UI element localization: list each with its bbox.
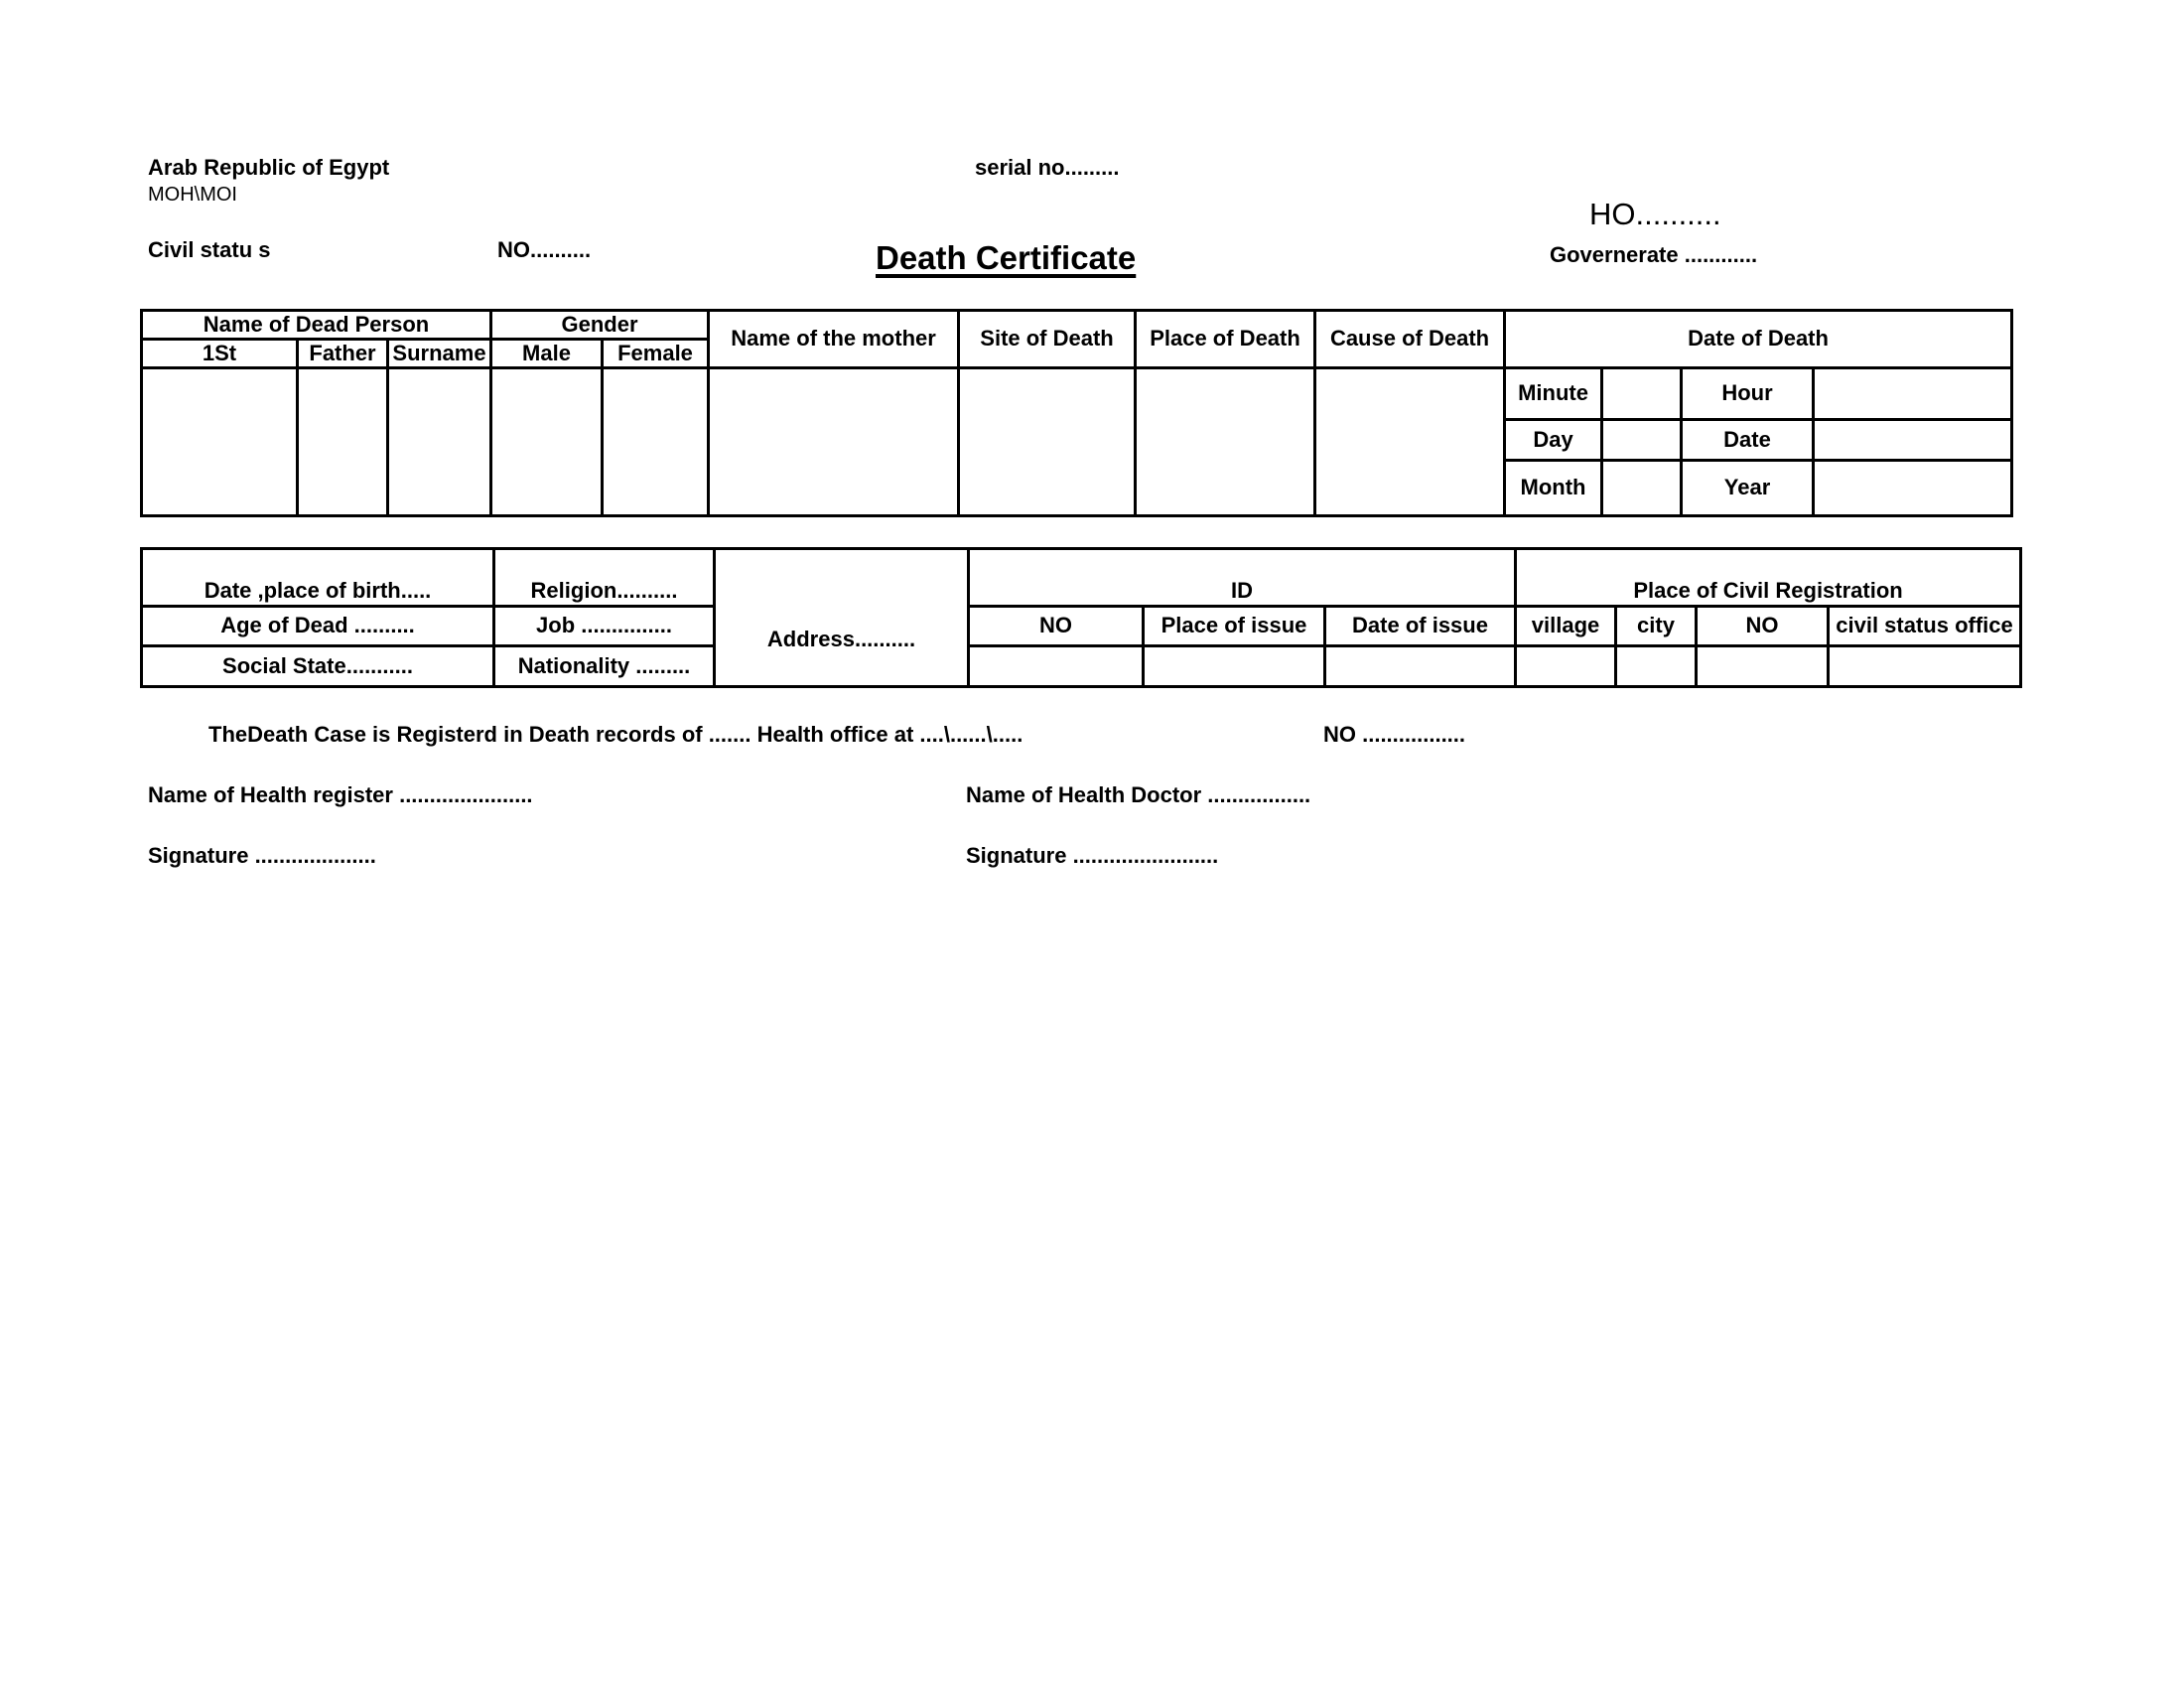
- village-cell[interactable]: [1516, 646, 1616, 687]
- id-no-cell[interactable]: [969, 646, 1144, 687]
- registration-no-header: NO: [1697, 607, 1829, 646]
- month-cell[interactable]: [1602, 461, 1682, 516]
- day-cell[interactable]: [1602, 420, 1682, 461]
- male-header: Male: [491, 340, 603, 368]
- village-header: village: [1516, 607, 1616, 646]
- first-name-cell[interactable]: [142, 368, 298, 516]
- job-field: Job ...............: [494, 607, 715, 646]
- father-name-header: Father: [298, 340, 388, 368]
- date-cell[interactable]: [1814, 420, 2012, 461]
- civil-status-label: Civil statu s: [148, 237, 271, 262]
- personal-details-table: [140, 547, 2022, 688]
- civil-registration-header: Place of Civil Registration: [1516, 549, 2021, 607]
- hour-label: Hour: [1682, 368, 1814, 420]
- year-cell[interactable]: [1814, 461, 2012, 516]
- gender-header: Gender: [491, 311, 709, 340]
- site-of-death-cell[interactable]: [959, 368, 1136, 516]
- place-of-death-cell[interactable]: [1136, 368, 1315, 516]
- age-field: Age of Dead ..........: [142, 607, 494, 646]
- father-name-cell[interactable]: [298, 368, 388, 516]
- registration-statement: TheDeath Case is Registerd in Death records of ....... Health office at ....\......\.....: [208, 722, 1024, 747]
- date-of-issue-cell[interactable]: [1325, 646, 1516, 687]
- cause-of-death-cell[interactable]: [1315, 368, 1505, 516]
- female-cell[interactable]: [603, 368, 709, 516]
- governorate-field: Governerate ............: [1550, 242, 1758, 267]
- date-label: Date: [1682, 420, 1814, 461]
- doctor-signature: Signature ........................: [966, 843, 1219, 868]
- month-label: Month: [1505, 461, 1602, 516]
- social-state-field: Social State...........: [142, 646, 494, 687]
- male-cell[interactable]: [491, 368, 603, 516]
- mother-name-header: Name of the mother: [709, 311, 959, 368]
- id-header: ID: [969, 549, 1516, 607]
- civil-status-office-header: civil status office: [1829, 607, 2021, 646]
- hour-cell[interactable]: [1814, 368, 2012, 420]
- place-of-issue-cell[interactable]: [1144, 646, 1325, 687]
- health-register-name: Name of Health register ......................: [148, 782, 533, 807]
- country-name: Arab Republic of Egypt: [148, 155, 390, 180]
- minute-cell[interactable]: [1602, 368, 1682, 420]
- birth-field: Date ,place of birth.....: [142, 549, 494, 607]
- registration-no-field: NO .................: [1323, 722, 1466, 747]
- nationality-field: Nationality .........: [494, 646, 715, 687]
- register-signature: Signature ....................: [148, 843, 376, 868]
- city-header: city: [1616, 607, 1697, 646]
- site-of-death-header: Site of Death: [959, 311, 1136, 368]
- name-of-dead-person-header: Name of Dead Person: [142, 311, 491, 340]
- death-details-table: [140, 309, 2013, 517]
- year-label: Year: [1682, 461, 1814, 516]
- date-of-death-header: Date of Death: [1505, 311, 2012, 368]
- female-header: Female: [603, 340, 709, 368]
- id-no-header: NO: [969, 607, 1144, 646]
- cause-of-death-header: Cause of Death: [1315, 311, 1505, 368]
- place-of-death-header: Place of Death: [1136, 311, 1315, 368]
- header-no-field: NO..........: [497, 237, 592, 262]
- health-doctor-name: Name of Health Doctor .................: [966, 782, 1311, 807]
- day-label: Day: [1505, 420, 1602, 461]
- ho-field: HO..........: [1589, 197, 1721, 231]
- serial-number: serial no.........: [975, 155, 1120, 180]
- surname-cell[interactable]: [388, 368, 491, 516]
- date-of-issue-header: Date of issue: [1325, 607, 1516, 646]
- first-name-header: 1St: [142, 340, 298, 368]
- page-title: Death Certificate: [876, 239, 1137, 276]
- civil-status-office-cell[interactable]: [1829, 646, 2021, 687]
- city-cell[interactable]: [1616, 646, 1697, 687]
- minute-label: Minute: [1505, 368, 1602, 420]
- mother-name-cell[interactable]: [709, 368, 959, 516]
- registration-no-cell[interactable]: [1697, 646, 1829, 687]
- place-of-issue-header: Place of issue: [1144, 607, 1325, 646]
- address-field: Address..........: [715, 549, 969, 687]
- religion-field: Religion..........: [494, 549, 715, 607]
- surname-header: Surname: [388, 340, 491, 368]
- ministry-name: MOH\MOI: [148, 184, 237, 206]
